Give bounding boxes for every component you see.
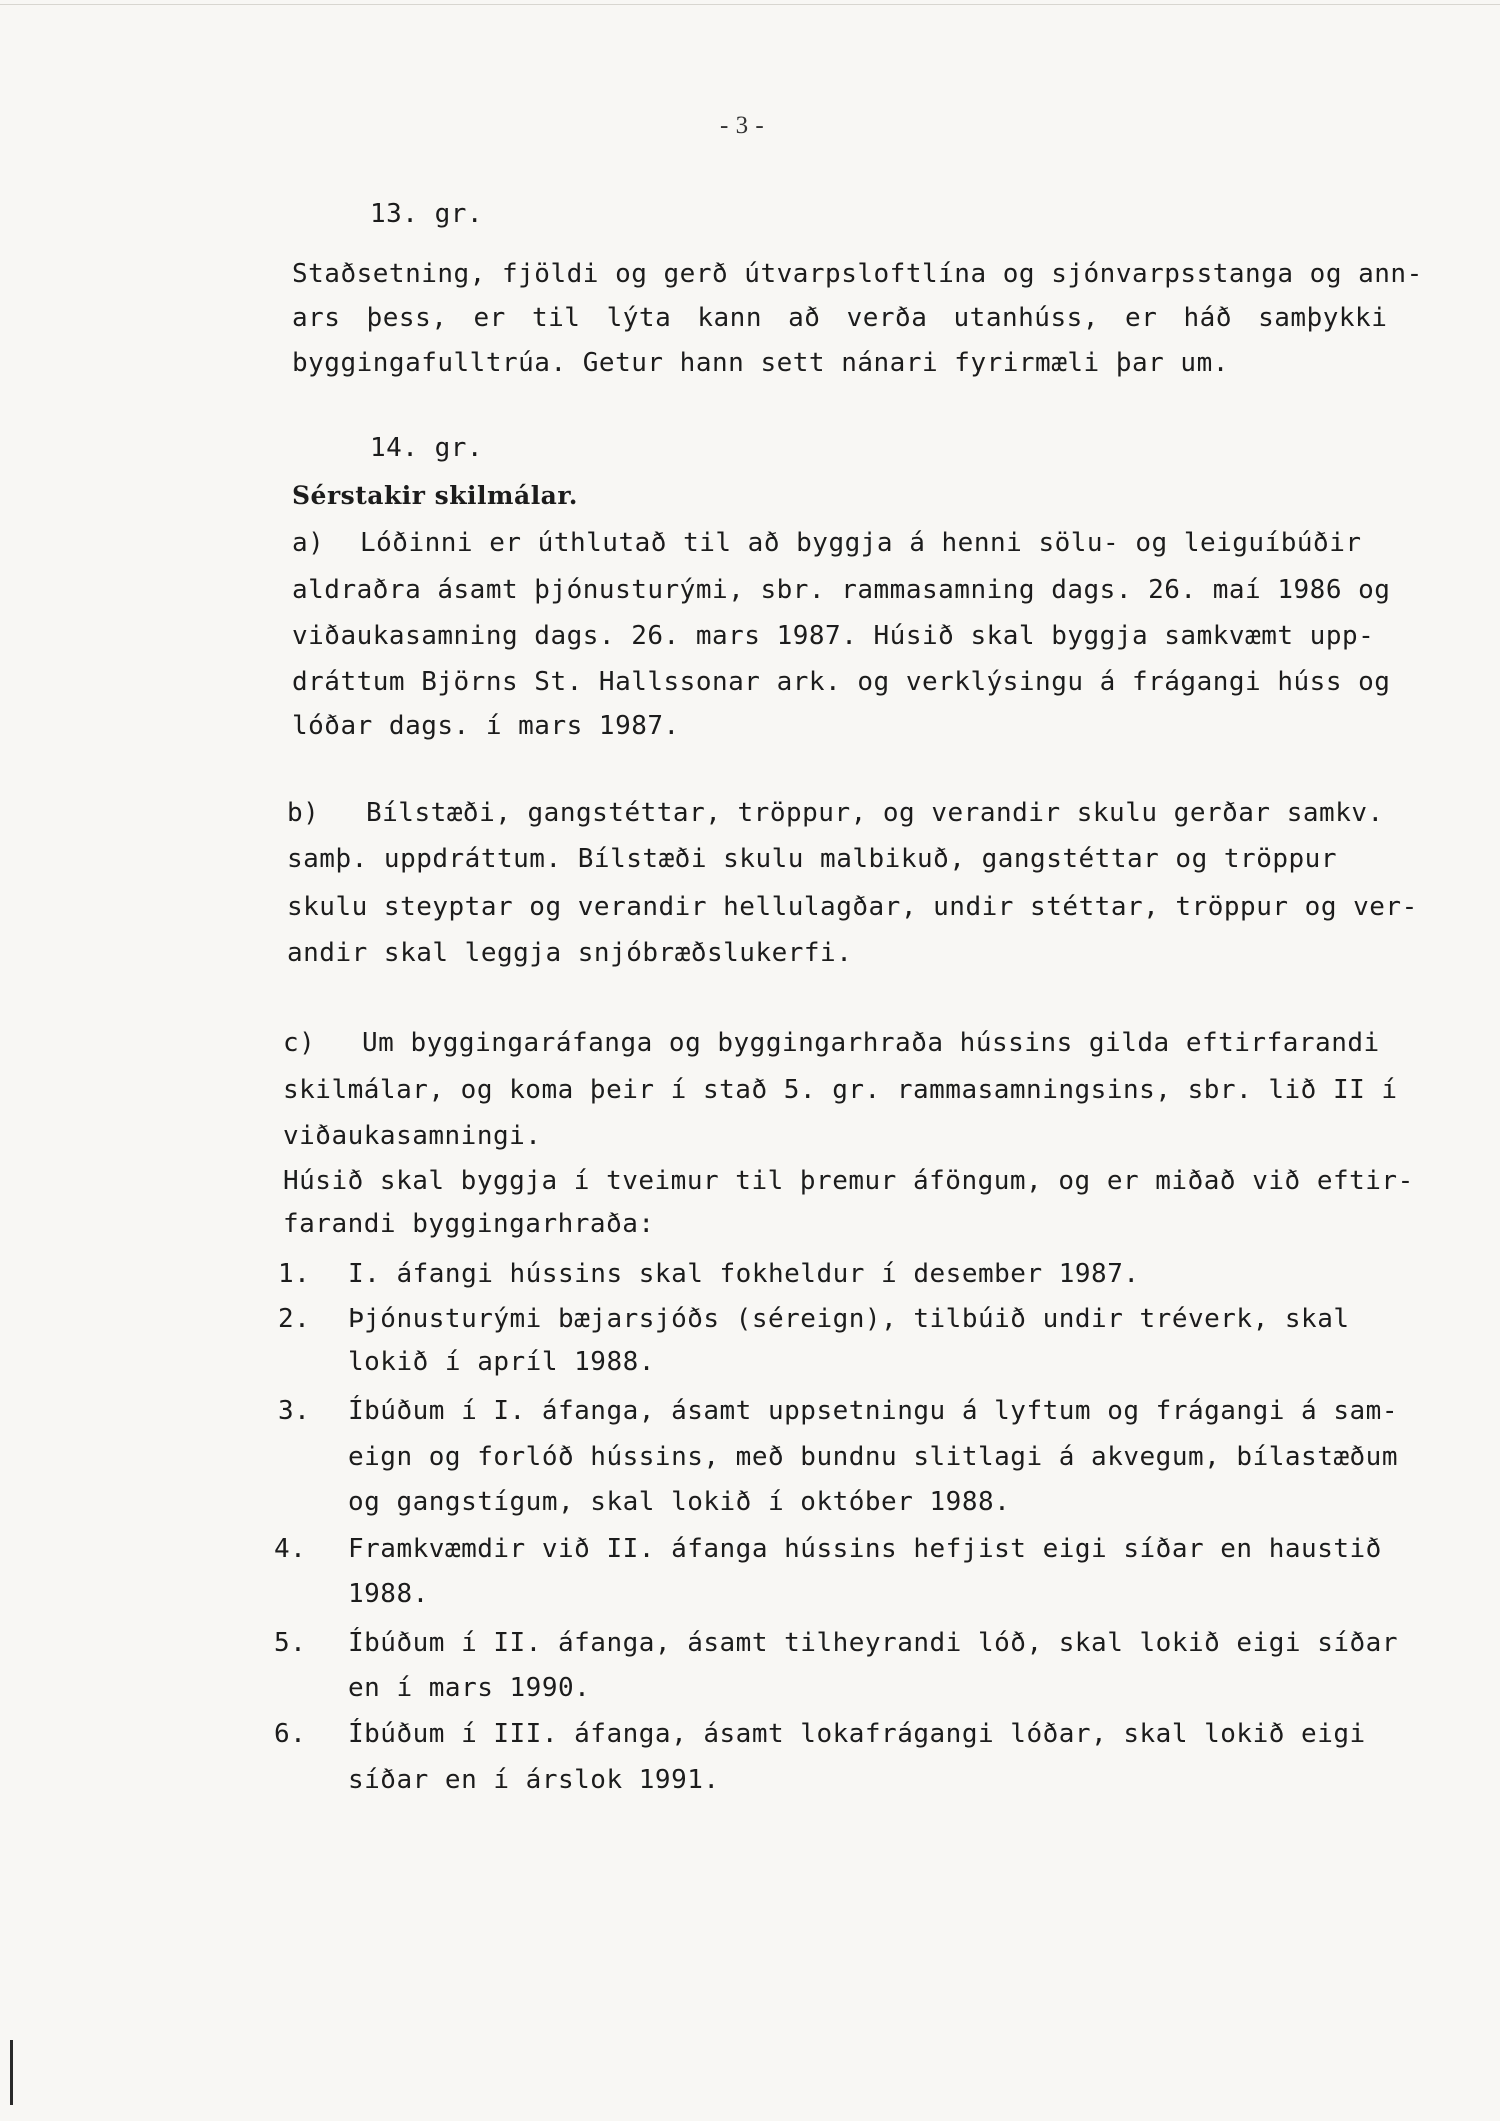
page-number: - 3 -: [720, 112, 765, 139]
list-item-3-line-3: og gangstígum, skal lokið í október 1988.: [348, 1487, 1011, 1517]
section-b-line-3: skulu steyptar og verandir hellulagðar, undir stéttar, tröppur og ver-: [287, 892, 1418, 922]
list-item-2-number: 2.: [278, 1304, 311, 1334]
list-item-2-line-2: lokið í apríl 1988.: [348, 1347, 655, 1377]
section-a-line-5: lóðar dags. í mars 1987.: [292, 711, 680, 741]
list-item-3-line-1: Íbúðum í I. áfanga, ásamt uppsetningu á lyftum og frágangi á sam-: [348, 1396, 1398, 1426]
list-item-6-number: 6.: [274, 1719, 307, 1749]
list-item-5-line-1: Íbúðum í II. áfanga, ásamt tilheyrandi lóð, skal lokið eigi síðar: [348, 1628, 1398, 1658]
article-14-number: 14. gr.: [370, 433, 484, 463]
section-a-label: a): [292, 528, 325, 558]
article-13-line-3: byggingafulltrúa. Getur hann sett nánari fyrirmæli þar um.: [292, 348, 1229, 378]
section-b-label: b): [287, 798, 320, 828]
list-item-2-line-1: Þjónusturými bæjarsjóðs (séreign), tilbúið undir tréverk, skal: [348, 1304, 1350, 1334]
section-c-line-4: Húsið skal byggja í tveimur til þremur áföngum, og er miðað við eftir-: [283, 1166, 1414, 1196]
section-b-line-1: Bílstæði, gangstéttar, tröppur, og verandir skulu gerðar samkv.: [366, 798, 1384, 828]
list-item-3-line-2: eign og forlóð hússins, með bundnu slitlagi á akvegum, bílastæðum: [348, 1442, 1398, 1472]
list-item-5-number: 5.: [274, 1628, 307, 1658]
list-item-6-line-2: síðar en í árslok 1991.: [348, 1765, 720, 1795]
section-a-line-2: aldraðra ásamt þjónusturými, sbr. rammasamning dags. 26. maí 1986 og: [292, 575, 1391, 605]
list-item-5-line-2: en í mars 1990.: [348, 1673, 591, 1703]
section-a-line-4: dráttum Björns St. Hallssonar ark. og verklýsingu á frágangi húss og: [292, 667, 1391, 697]
section-b-line-4: andir skal leggja snjóbræðslukerfi.: [287, 938, 853, 968]
article-13-line-2: ars þess, er til lýta kann að verða utanhúss, er háð samþykki: [292, 303, 1388, 333]
list-item-1-number: 1.: [278, 1259, 311, 1289]
article-14-heading: Sérstakir skilmálar.: [292, 481, 578, 510]
article-13-number: 13. gr.: [370, 199, 484, 229]
list-item-1-line-1: I. áfangi hússins skal fokheldur í desember 1987.: [348, 1259, 1140, 1289]
list-item-6-line-1: Íbúðum í III. áfanga, ásamt lokafrágangi lóðar, skal lokið eigi: [348, 1719, 1366, 1749]
list-item-4-number: 4.: [274, 1534, 307, 1564]
section-a-line-1: Lóðinni er úthlutað til að byggja á henni sölu- og leiguíbúðir: [360, 528, 1362, 558]
section-c-line-5: farandi byggingarhraða:: [283, 1209, 655, 1239]
section-a-line-3: viðaukasamning dags. 26. mars 1987. Húsið skal byggja samkvæmt upp-: [292, 621, 1375, 651]
section-b-line-2: samþ. uppdráttum. Bílstæði skulu malbikuð, gangstéttar og tröppur: [287, 844, 1337, 874]
list-item-4-line-2: 1988.: [348, 1579, 429, 1609]
list-item-4-line-1: Framkvæmdir við II. áfanga hússins hefjist eigi síðar en haustið: [348, 1534, 1382, 1564]
section-c-label: c): [283, 1028, 316, 1058]
section-c-line-2: skilmálar, og koma þeir í stað 5. gr. rammasamningsins, sbr. lið II í: [283, 1075, 1398, 1105]
section-c-line-1: Um byggingaráfanga og byggingarhraða hússins gilda eftirfarandi: [362, 1028, 1380, 1058]
list-item-3-number: 3.: [278, 1396, 311, 1426]
section-c-line-3: viðaukasamningi.: [283, 1121, 542, 1151]
article-13-line-1: Staðsetning, fjöldi og gerð útvarpsloftlína og sjónvarpsstanga og ann-: [292, 259, 1423, 289]
